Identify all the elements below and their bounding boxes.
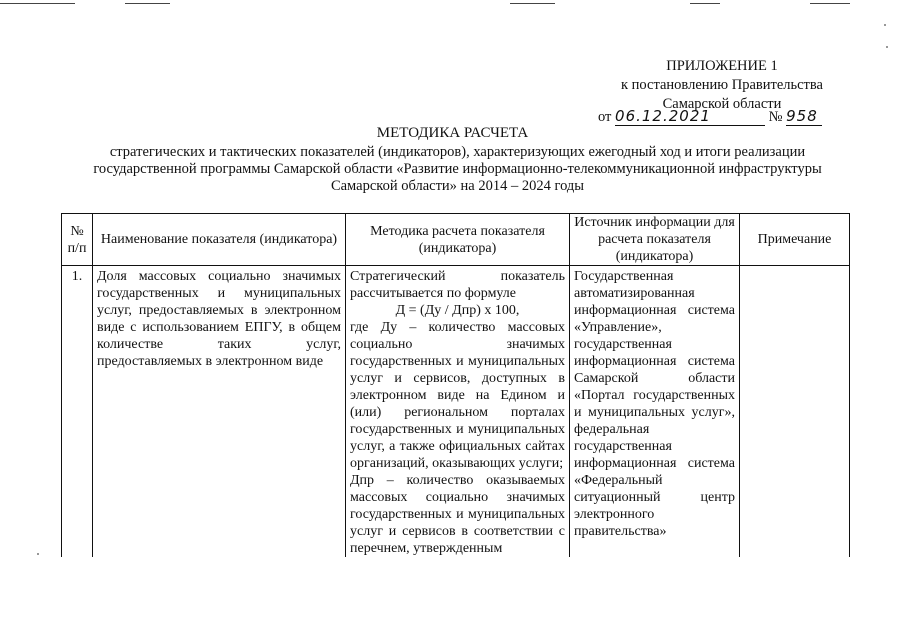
indicators-table	[61, 213, 850, 557]
note	[740, 266, 850, 558]
handwritten-number: 958	[786, 107, 818, 125]
appendix-line: к постановлению Правительства	[621, 77, 823, 93]
scan-artifact-dot	[884, 24, 886, 26]
scan-artifact-line	[0, 3, 75, 4]
indicator-name: Доля массовых социально значимых государственных и муниципальных услуг, предоставляемых в электронном виде с использованием ЕПГУ, в общем количестве таких услуг, предоставляемых в электронном виде	[93, 266, 346, 558]
header-calculation-method: Методика расчета показателя (индикатора)	[346, 214, 570, 266]
calculation-method	[346, 266, 570, 558]
appendix-line: Самарской области	[662, 96, 782, 112]
scan-artifact-line	[125, 3, 170, 4]
row-number: 1.	[62, 266, 93, 558]
header-information-source: Источник информации для расчета показателя (индикатора)	[570, 214, 740, 266]
information-source: Государственная автоматизированная информационная система «Управление», государственная информационная система Самарской области «Портал государственных и муниципальных услуг», федеральная государственная информационная система «Федеральный ситуационный центр электронного правительства»	[570, 266, 740, 558]
table-header-row	[62, 214, 850, 266]
appendix-header	[621, 57, 823, 114]
scan-artifact-line	[510, 3, 555, 4]
handwritten-date: 06.12.2021	[615, 107, 711, 125]
header-note: Примечание	[740, 214, 850, 266]
scan-artifact-line	[690, 3, 720, 4]
number-prefix: №	[768, 109, 783, 125]
scan-artifact-dot	[886, 46, 888, 48]
method-part2: Дпр – количество оказываемых массовых социально значимых государственных и муниципальных услуг и сервисов в соответствии с перечнем, утвержденным	[350, 473, 565, 556]
table-row	[62, 266, 850, 558]
method-intro: Стратегический показатель рассчитывается по формуле	[350, 269, 565, 301]
scan-artifact-dot	[37, 553, 39, 555]
method-part1: где Ду – количество массовых социально значимых государственных и муниципальных услуг и сервисов, доступных в электронном виде на Едином и (или) региональном порталах государственных и муниципальных услуг, а также официальных сайтах организаций, оказывающих услуги;	[350, 320, 565, 471]
scan-artifact-line	[810, 3, 850, 4]
date-prefix: от	[598, 109, 612, 125]
appendix-title: ПРИЛОЖЕНИЕ 1	[666, 58, 778, 74]
header-num: № п/п	[62, 214, 93, 266]
header-indicator-name: Наименование показателя (индикатора)	[93, 214, 346, 266]
document-title: МЕТОДИКА РАСЧЕТА	[376, 125, 529, 141]
document-subtitle: стратегических и тактических показателей (индикаторов), характеризующих ежегодный ход и итоги реализации государственной программы Самарской области «Развитие информационно-телекоммуникационной инфраструктуры Самарской области» на 2014 – 2024 годы	[93, 144, 822, 194]
method-formula: Д = (Ду / Дпр) х 100,	[395, 303, 520, 318]
